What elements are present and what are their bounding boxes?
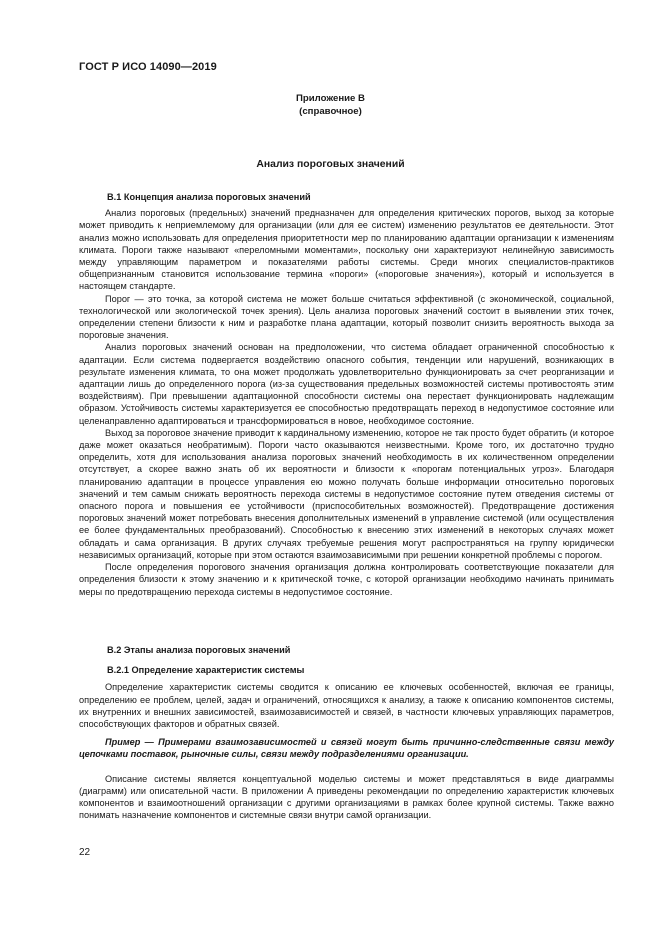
- paragraph: Определение характеристик системы сводится к описанию ее ключевых особенностей, включая ее границы, определению ее проблем, целей, задач и ограничений, относящихся к анализу, а также к описанию компонентов системы, их внутренних и внешних зависимостей, взаимозависимостей и связей, в частности ключевых управляющих параметров, способствующих факторов и обратных связей.: [79, 682, 614, 730]
- section-b2: [79, 644, 614, 821]
- page-number: 22: [79, 847, 91, 858]
- appendix-note: (справочное): [299, 106, 362, 117]
- paragraph: Описание системы является концептуальной моделью системы и может представляться в виде диаграммы (диаграмм) или описательной части. В приложении А приведены рекомендации по определению характеристик ключевых компонентов и взаимоотношений организации с другими организациями в рамках более крупной системы. Также важно понимать назначение компонентов и системные связи внутри самой организации.: [79, 773, 614, 821]
- appendix-label: Приложение В: [296, 93, 365, 104]
- section-b1: [79, 191, 614, 598]
- section-heading-b1: В.1 Концепция анализа пороговых значений: [107, 192, 311, 202]
- paragraph: Выход за пороговое значение приводит к кардинальному изменению, которое не так просто будет обратить (и которое даже может оказаться необратимым). Пороги часто оказываются неизвестными. Кроме того, их достаточно трудно определить, хотя для использования анализа пороговых значений необходимость в их количественном определении отсутствует, а скорее важно знать об их вероятности и близости к «порогам потенциальных угроз». Благодаря планированию адаптации в процессе управления ею можно получать больше информации относительно пороговых значений и тем самым снижать вероятность перехода системы в недопустимое состояние путем отведения системы от опасного порога и повышения ее устойчивости (приспособительных возможностей). Предотвращение достижения пороговых значений может потребовать внесения дополнительных изменений в управление системой (или осуществления ее более фундаментальных преобразований). Способностью к внесению этих изменений в некоторых случаях может обладать и сама организация. В других случаях требуемые решения могут распространяться на группу юридически независимых организаций, которые при этом остаются взаимозависимыми при решении конкретной проблемы с порогом.: [79, 427, 614, 560]
- paragraph: Анализ пороговых значений основан на предположении, что система обладает ограниченной способностью к адаптации. Если система подвергается воздействию опасного события, тенденции или нарушений, возникающих в результате изменения климата, то она может продолжать удовлетворительно функционировать за счет реорганизации и адаптации лишь до определенного порога (из-за существования предельных возможностей системы противостоять этим воздействиям). При превышении адаптационной способности системы она перестает функционировать надлежащим образом. Устойчивость системы характеризуется ее способностью предотвращать переход в недопустимое состояние или целенаправленно адаптироваться и трансформироваться в новое, необходимое состояние.: [79, 342, 614, 426]
- section-heading-b2: В.2 Этапы анализа пороговых значений: [107, 645, 291, 655]
- standard-designation: ГОСТ Р ИСО 14090—2019: [79, 61, 217, 73]
- paragraph: Анализ пороговых (предельных) значений предназначен для определения критических порогов, выход за которые может приводить к неприемлемому для организации (или для ее систем) изменению результатов ее деятельности. Этот анализ можно использовать для определения приоритетности мер по планированию адаптации организации к изменениям климата. Пороги также называют «переломными моментами», поскольку они характеризуют нелинейную зависимость между управляющим параметром и показателями работы системы. Среди многих специалистов-практиков общепризнанным становится использование термина «пороги» («пороговые значения»), который и используется в настоящем стандарте.: [79, 208, 614, 292]
- example-note: Пример — Примерами взаимозависимостей и связей могут быть причинно-следственные связи между цепочками поставок, рыночные силы, связи между подразделениями организации.: [79, 737, 614, 760]
- paragraph: После определения порогового значения организация должна контролировать соответствующие показатели для определения близости к этому значению и к критической точке, с которой организации необходимо начинать принимать меры по предотвращению перехода системы в недопустимое состояние.: [79, 562, 614, 597]
- paragraph: Порог — это точка, за которой система не может больше считаться эффективной (с экономической, социальной, технологической или экологической точек зрения). Цель анализа пороговых значений состоит в выявлении этих точек, определении степени близости к ним и разработке плана адаптации, который позволит снизить вероятность выхода за пороговые значения.: [79, 293, 614, 341]
- section-heading-b2-1: В.2.1 Определение характеристик системы: [107, 665, 305, 676]
- appendix-title: Анализ пороговых значений: [256, 159, 405, 170]
